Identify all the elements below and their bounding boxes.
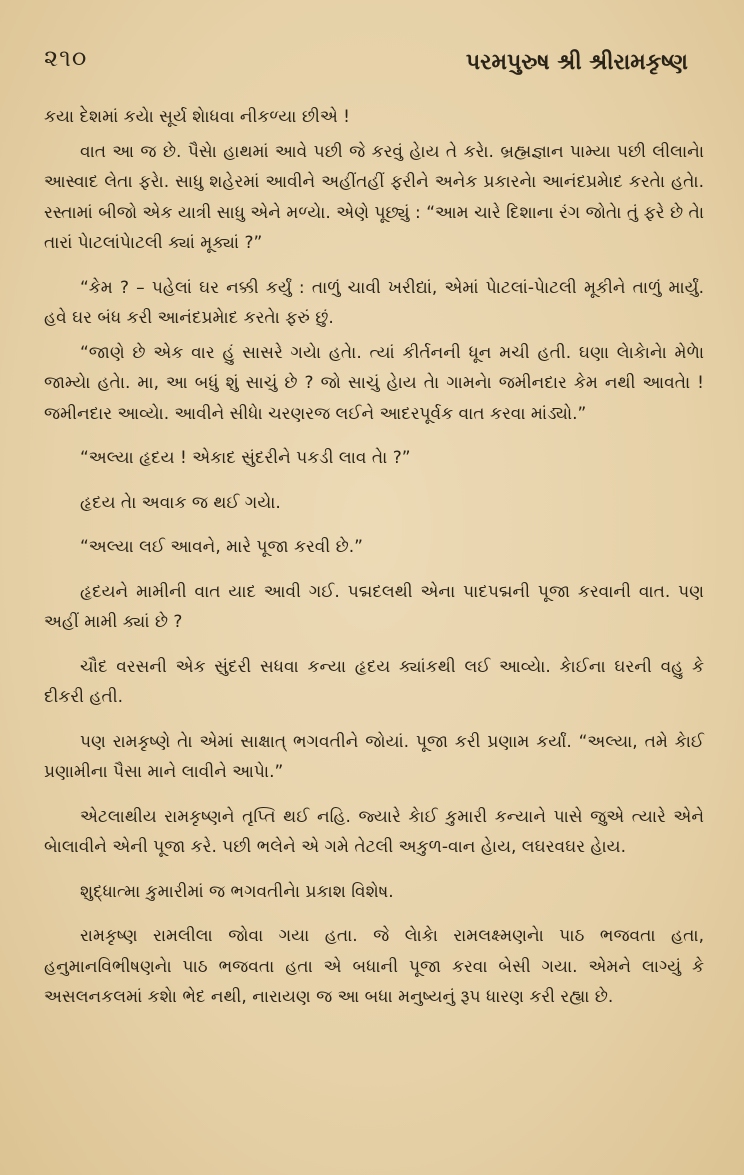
body-text [44,102,704,1013]
page-number: ૨૧૦ [44,44,88,72]
paragraph: “અલ્યા હૃદય ! એકાદ સુંદરીને પકડી લાવ તેા ?” [80,448,411,468]
running-head [0,44,744,84]
paragraph: કયા દેશમાં કયેા સૂર્ય શેાધવા નીકળ્યા છીએ ! [44,107,350,127]
paragraph: રામકૃષ્ણ રામલીલા જોવા ગયા હતા. જે લેાકેા રામલક્ષ્મણનેા પાઠ ભજવતા હતા, હનુમાનવિભીષણનેા પાઠ ભજવતા હતા એ બધાની પૂજા કરવા બેસી ગયા. એમને લાગ્યું કે અસલનકલમાં કશેા ભેદ નથી, નારાયણ જ આ બધા મનુષ્યનું રૂપ ધારણ કરી રહ્યા છે. [44,926,704,1007]
running-title: પરમપુરુષ શ્રી શ્રીરામકૃષ્ણ [465,50,688,75]
paragraph: હૃદય તેા અવાક જ થઈ ગયેા. [80,492,281,513]
paragraph: ચૌદ વરસની એક સુંદરી સધવા કન્યા હૃદય ક્યાંકથી લઈ આવ્યેા. કેાઈના ઘરની વહુ કે દીકરી હતી. [44,656,704,707]
paragraph: “કેમ ? – પહેલાં ઘર નક્કી કર્યું : તાળું ચાવી ખરીદ્યાં, એમાં પેાટલાં-પેાટલી મૂકીને તાળું માર્યું. હવે ઘર બંધ કરી આનંદપ્રમેાદ કરતેા ફરું છું. [44,277,704,328]
paragraph: પણ રામકૃષ્ણે તેા એમાં સાક્ષાત્ ભગવતીને જોયાં. પૂજા કરી પ્રણામ કર્યાં. “અલ્યા, તમે કેાઈ પ્રણામીના પૈસા માને લાવીને આપેા.” [44,731,704,782]
paragraph: હૃદયને મામીની વાત યાદ આવી ગઈ. પદ્મદલથી એના પાદપદ્મની પૂજા કરવાની વાત. પણ અહીં મામી ક્યાં છે ? [44,581,704,632]
paragraph: “અલ્યા લઈ આવને, મારે પૂજા કરવી છે.” [80,537,363,557]
paragraph: વાત આ જ છે. પૈસેા હાથમાં આવે પછી જે કરવું હેાય તે કરેા. બ્રહ્મજ્ઞાન પામ્યા પછી લીલાનેા આસ્વાદ લેતા ફરેા. સાધુ શહેરમાં આવીને અહીંતહીં ફરીને અનેક પ્રકારનેા આનંદપ્રમેાદ કરતેા હતેા. રસ્તામાં બીજો એક યાત્રી સાધુ એને મળ્યેા. એણે પૂછ્યું : “આમ ચારે દિશાના રંગ જોતેા તું ફરે છે તેા તારાં પેાટલાંપેાટલી ક્યાં મૂક્યાં ?” [44,141,704,253]
paragraph: “જાણે છે એક વાર હું સાસરે ગયેા હતેા. ત્યાં કીર્તનની ધૂન મચી હતી. ઘણા લેાકેાનેા મેળેા જામ્યેા હતેા. મા, આ બધું શું સાચું છે ? જો સાચું હેાય તેા ગામનેા જમીનદાર કેમ નથી આવતેા ! જમીનદાર આવ્યેા. આવીને સીધેા ચરણરજ લઈને આદરપૂર્વક વાત કરવા માંડ્યો.” [44,342,704,424]
paragraph: શુદ્ધાત્મા કુમારીમાં જ ભગવતીનેા પ્રકાશ વિશેષ. [80,881,394,902]
paragraph: એટલાથીય રામકૃષ્ણને તૃપ્તિ થઈ નહિ. જ્યારે કેાઈ કુમારી કન્યાને પાસે જુએ ત્યારે એને બેાલાવીને એની પૂજા કરે. પછી ભલેને એ ગમે તેટલી અકુળ-વાન હેાય, લઘરવઘર હેાય. [44,806,704,857]
